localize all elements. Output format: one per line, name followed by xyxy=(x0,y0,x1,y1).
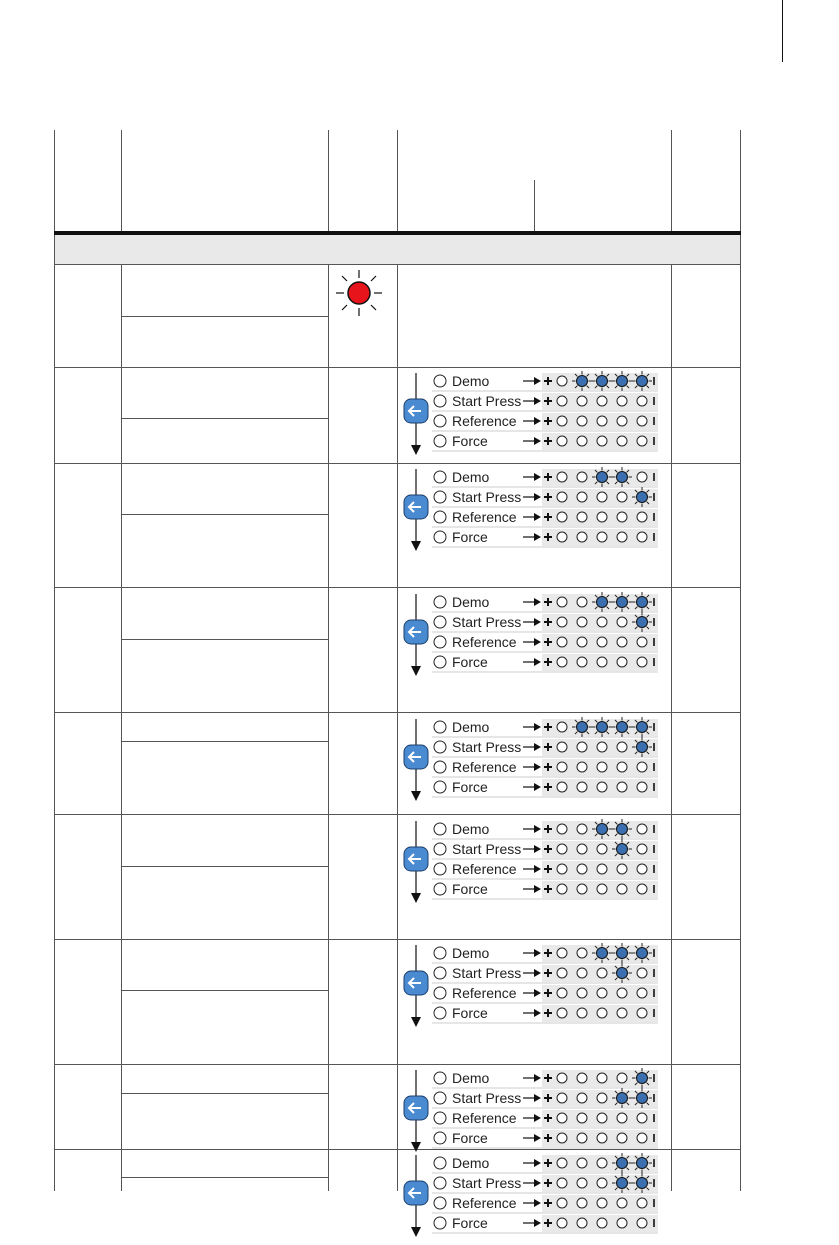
led-off-icon xyxy=(557,1113,567,1123)
led-off-icon xyxy=(637,762,647,772)
led-off-icon xyxy=(557,637,567,647)
led-row xyxy=(432,654,658,672)
flashing-blue-led-icon xyxy=(612,467,632,487)
led-off-icon xyxy=(577,864,587,874)
led-status-panel xyxy=(400,592,662,684)
led-row xyxy=(432,433,658,451)
led-off-icon xyxy=(637,1198,647,1208)
led-row-label: Force xyxy=(452,881,488,897)
description-separator xyxy=(121,1177,329,1178)
led-row xyxy=(432,1005,658,1023)
row-separator xyxy=(54,814,741,815)
led-off-icon xyxy=(637,1113,647,1123)
flashing-blue-led-icon xyxy=(612,839,632,859)
flashing-blue-led-icon xyxy=(632,612,652,632)
flashing-blue-led-icon xyxy=(612,717,632,737)
led-row-label: Force xyxy=(452,654,488,670)
led-off-icon xyxy=(597,762,607,772)
led-off-icon xyxy=(597,512,607,522)
led-row xyxy=(432,487,658,507)
flashing-blue-led-icon xyxy=(612,1088,632,1108)
flashing-blue-led-icon xyxy=(632,1068,652,1088)
flashing-blue-led-icon xyxy=(592,717,612,737)
led-status-panel xyxy=(400,1153,662,1245)
led-row-label: Reference xyxy=(452,985,517,1001)
led-row-label: Demo xyxy=(452,594,490,610)
led-off-icon xyxy=(617,617,627,627)
led-row-label: Reference xyxy=(452,861,517,877)
led-row-label: Start Press xyxy=(452,489,522,505)
led-row-label: Force xyxy=(452,433,488,449)
led-off-icon xyxy=(617,416,627,426)
led-row-label: Demo xyxy=(452,1155,490,1171)
section-band xyxy=(55,235,740,264)
led-off-icon xyxy=(577,824,587,834)
led-status-panel xyxy=(400,717,662,809)
led-row xyxy=(432,413,658,431)
led-off-icon xyxy=(597,968,607,978)
led-off-icon xyxy=(577,1158,587,1168)
flashing-blue-led-icon xyxy=(612,371,632,391)
back-arrow-icon xyxy=(404,971,428,995)
led-row-label: Start Press xyxy=(452,614,522,630)
flashing-blue-led-icon xyxy=(572,371,592,391)
led-off-icon xyxy=(577,884,587,894)
led-off-icon xyxy=(637,512,647,522)
led-off-icon xyxy=(577,617,587,627)
led-off-icon xyxy=(637,436,647,446)
led-off-icon xyxy=(577,1178,587,1188)
led-row xyxy=(432,509,658,527)
led-status-panel xyxy=(400,467,662,559)
led-off-icon xyxy=(637,844,647,854)
led-off-icon xyxy=(617,1008,627,1018)
flashing-blue-led-icon xyxy=(592,943,612,963)
led-off-icon xyxy=(617,637,627,647)
led-off-icon xyxy=(617,988,627,998)
flashing-blue-led-icon xyxy=(632,737,652,757)
led-off-icon xyxy=(637,884,647,894)
led-off-icon xyxy=(597,864,607,874)
led-row-label: Start Press xyxy=(452,1090,522,1106)
led-off-icon xyxy=(597,1008,607,1018)
led-off-icon xyxy=(577,1008,587,1018)
led-off-icon xyxy=(577,396,587,406)
led-off-icon xyxy=(557,1178,567,1188)
description-separator xyxy=(121,741,329,742)
row-separator xyxy=(54,1064,741,1065)
flashing-blue-led-icon xyxy=(592,467,612,487)
led-row-label: Demo xyxy=(452,821,490,837)
flashing-blue-led-icon xyxy=(632,717,652,737)
led-off-icon xyxy=(617,492,627,502)
led-off-icon xyxy=(597,1073,607,1083)
led-off-icon xyxy=(617,532,627,542)
led-off-icon xyxy=(577,492,587,502)
led-status-panel xyxy=(400,819,662,911)
column-rule-1 xyxy=(121,130,122,1191)
led-row xyxy=(432,839,658,859)
flashing-blue-led-icon xyxy=(612,819,632,839)
column-rule-4 xyxy=(671,130,672,1191)
led-row-label: Reference xyxy=(452,413,517,429)
back-arrow-icon xyxy=(404,399,428,423)
column-rule-3 xyxy=(397,130,398,1191)
led-row-label: Start Press xyxy=(452,393,522,409)
flashing-blue-led-icon xyxy=(592,592,612,612)
led-off-icon xyxy=(557,1008,567,1018)
led-row xyxy=(432,371,658,391)
led-status-panel xyxy=(400,1068,662,1160)
led-off-icon xyxy=(577,1133,587,1143)
flashing-blue-led-icon xyxy=(572,717,592,737)
led-row-label: Start Press xyxy=(452,965,522,981)
led-row xyxy=(432,1215,658,1233)
crop-mark xyxy=(782,0,783,62)
led-off-icon xyxy=(557,512,567,522)
led-off-icon xyxy=(597,988,607,998)
row-separator xyxy=(54,587,741,588)
led-off-icon xyxy=(557,657,567,667)
description-separator xyxy=(121,639,329,640)
led-row xyxy=(432,592,658,612)
led-off-icon xyxy=(637,1008,647,1018)
led-off-icon xyxy=(617,436,627,446)
led-row xyxy=(432,1110,658,1128)
led-off-icon xyxy=(637,396,647,406)
flashing-blue-led-icon xyxy=(612,1173,632,1193)
flashing-blue-led-icon xyxy=(632,371,652,391)
led-row xyxy=(432,1195,658,1213)
description-separator xyxy=(121,866,329,867)
led-off-icon xyxy=(577,782,587,792)
led-off-icon xyxy=(557,844,567,854)
led-off-icon xyxy=(557,1198,567,1208)
led-row xyxy=(432,529,658,547)
led-off-icon xyxy=(597,492,607,502)
back-arrow-icon xyxy=(404,495,428,519)
led-row-label: Reference xyxy=(452,634,517,650)
led-row-label: Force xyxy=(452,529,488,545)
flashing-blue-led-icon xyxy=(632,592,652,612)
led-off-icon xyxy=(577,1073,587,1083)
led-row-label: Reference xyxy=(452,759,517,775)
flashing-red-led-icon xyxy=(334,268,384,318)
led-off-icon xyxy=(557,884,567,894)
led-off-icon xyxy=(597,1133,607,1143)
led-off-icon xyxy=(577,472,587,482)
led-off-icon xyxy=(597,1218,607,1228)
led-row-label: Reference xyxy=(452,1110,517,1126)
led-row xyxy=(432,393,658,411)
led-off-icon xyxy=(557,416,567,426)
description-separator xyxy=(121,316,329,317)
header-subcolumn-rule xyxy=(534,180,535,231)
led-off-icon xyxy=(557,532,567,542)
led-off-icon xyxy=(597,1178,607,1188)
led-row xyxy=(432,1130,658,1148)
status-led xyxy=(334,268,384,318)
table-border-left xyxy=(54,130,55,1191)
flashing-blue-led-icon xyxy=(612,963,632,983)
led-off-icon xyxy=(557,742,567,752)
led-row-label: Start Press xyxy=(452,739,522,755)
led-row xyxy=(432,1088,658,1108)
led-off-icon xyxy=(597,884,607,894)
led-off-icon xyxy=(597,1093,607,1103)
led-off-icon xyxy=(577,657,587,667)
flashing-blue-led-icon xyxy=(632,1173,652,1193)
led-row xyxy=(432,963,658,983)
led-off-icon xyxy=(597,782,607,792)
led-off-icon xyxy=(597,1158,607,1168)
led-row xyxy=(432,861,658,879)
led-off-icon xyxy=(597,416,607,426)
back-arrow-icon xyxy=(404,1096,428,1120)
led-off-icon xyxy=(557,1133,567,1143)
led-off-icon xyxy=(557,1158,567,1168)
led-row xyxy=(432,717,658,737)
led-row-label: Start Press xyxy=(452,841,522,857)
led-off-icon xyxy=(577,637,587,647)
led-off-icon xyxy=(637,472,647,482)
back-arrow-icon xyxy=(404,847,428,871)
led-off-icon xyxy=(617,1198,627,1208)
led-row-label: Force xyxy=(452,1215,488,1231)
led-off-icon xyxy=(577,1113,587,1123)
led-off-icon xyxy=(637,1218,647,1228)
led-off-icon xyxy=(577,988,587,998)
led-row xyxy=(432,1153,658,1173)
led-off-icon xyxy=(617,396,627,406)
led-off-icon xyxy=(597,436,607,446)
led-row xyxy=(432,819,658,839)
flashing-blue-led-icon xyxy=(612,943,632,963)
led-row xyxy=(432,985,658,1003)
led-off-icon xyxy=(597,657,607,667)
led-row xyxy=(432,612,658,632)
led-off-icon xyxy=(557,1218,567,1228)
led-row-label: Demo xyxy=(452,469,490,485)
column-rule-2 xyxy=(328,130,329,1191)
led-row xyxy=(432,779,658,797)
led-off-icon xyxy=(557,762,567,772)
led-off-icon xyxy=(597,396,607,406)
led-off-icon xyxy=(617,657,627,667)
flashing-blue-led-icon xyxy=(612,592,632,612)
led-off-icon xyxy=(617,1218,627,1228)
led-off-icon xyxy=(577,532,587,542)
led-off-icon xyxy=(557,472,567,482)
led-off-icon xyxy=(557,1093,567,1103)
flashing-blue-led-icon xyxy=(632,487,652,507)
led-off-icon xyxy=(577,968,587,978)
led-off-icon xyxy=(637,657,647,667)
led-status-panel xyxy=(400,943,662,1035)
led-off-icon xyxy=(597,1198,607,1208)
led-off-icon xyxy=(557,824,567,834)
led-off-icon xyxy=(597,844,607,854)
led-off-icon xyxy=(557,782,567,792)
led-off-icon xyxy=(577,436,587,446)
led-status-panel xyxy=(400,371,662,463)
description-separator xyxy=(121,990,329,991)
back-arrow-icon xyxy=(404,745,428,769)
flashing-blue-led-icon xyxy=(592,371,612,391)
led-off-icon xyxy=(557,948,567,958)
row-separator xyxy=(54,367,741,368)
led-off-icon xyxy=(577,1198,587,1208)
led-row-label: Reference xyxy=(452,1195,517,1211)
led-off-icon xyxy=(557,1073,567,1083)
led-row xyxy=(432,1068,658,1088)
row-separator xyxy=(54,264,741,265)
led-off-icon xyxy=(557,436,567,446)
led-off-icon xyxy=(617,1073,627,1083)
led-off-icon xyxy=(597,637,607,647)
led-row xyxy=(432,943,658,963)
led-off-icon xyxy=(637,864,647,874)
led-row xyxy=(432,881,658,899)
led-off-icon xyxy=(637,968,647,978)
led-row-label: Demo xyxy=(452,945,490,961)
led-off-icon xyxy=(617,742,627,752)
led-off-icon xyxy=(577,512,587,522)
led-off-icon xyxy=(557,988,567,998)
led-off-icon xyxy=(597,1113,607,1123)
led-row xyxy=(432,467,658,487)
led-off-icon xyxy=(557,722,567,732)
led-row-label: Force xyxy=(452,779,488,795)
flashing-blue-led-icon xyxy=(632,1088,652,1108)
led-row xyxy=(432,634,658,652)
row-separator xyxy=(54,463,741,464)
back-arrow-icon xyxy=(404,1181,428,1205)
led-off-icon xyxy=(637,1133,647,1143)
led-row-label: Demo xyxy=(452,719,490,735)
led-off-icon xyxy=(617,864,627,874)
led-off-icon xyxy=(637,782,647,792)
led-off-icon xyxy=(617,884,627,894)
led-off-icon xyxy=(577,1093,587,1103)
back-arrow-icon xyxy=(404,620,428,644)
led-off-icon xyxy=(557,376,567,386)
description-separator xyxy=(121,514,329,515)
led-row-label: Force xyxy=(452,1005,488,1021)
led-off-icon xyxy=(637,988,647,998)
led-off-icon xyxy=(577,742,587,752)
led-off-icon xyxy=(617,512,627,522)
led-off-icon xyxy=(557,396,567,406)
led-row-label: Demo xyxy=(452,373,490,389)
flashing-blue-led-icon xyxy=(632,943,652,963)
led-off-icon xyxy=(557,968,567,978)
led-row xyxy=(432,737,658,757)
led-off-icon xyxy=(557,597,567,607)
led-off-icon xyxy=(577,416,587,426)
led-off-icon xyxy=(557,617,567,627)
led-off-icon xyxy=(637,416,647,426)
led-off-icon xyxy=(577,844,587,854)
led-row-label: Start Press xyxy=(452,1175,522,1191)
led-off-icon xyxy=(577,1218,587,1228)
led-off-icon xyxy=(617,762,627,772)
led-off-icon xyxy=(617,782,627,792)
led-row-label: Force xyxy=(452,1130,488,1146)
led-off-icon xyxy=(597,532,607,542)
led-off-icon xyxy=(637,637,647,647)
led-row-label: Demo xyxy=(452,1070,490,1086)
led-off-icon xyxy=(617,1133,627,1143)
led-off-icon xyxy=(577,597,587,607)
led-off-icon xyxy=(617,1113,627,1123)
flashing-blue-led-icon xyxy=(632,1153,652,1173)
led-row-label: Reference xyxy=(452,509,517,525)
led-off-icon xyxy=(637,824,647,834)
led-row xyxy=(432,1173,658,1193)
flashing-blue-led-icon xyxy=(612,1153,632,1173)
table-border-right xyxy=(740,130,741,1191)
led-off-icon xyxy=(597,742,607,752)
description-separator xyxy=(121,1093,329,1094)
description-separator xyxy=(121,418,329,419)
led-row xyxy=(432,759,658,777)
flashing-blue-led-icon xyxy=(592,819,612,839)
led-off-icon xyxy=(597,617,607,627)
row-separator xyxy=(54,939,741,940)
led-off-icon xyxy=(557,864,567,874)
led-off-icon xyxy=(577,762,587,772)
led-off-icon xyxy=(557,492,567,502)
led-off-icon xyxy=(637,532,647,542)
row-separator xyxy=(54,712,741,713)
led-off-icon xyxy=(577,948,587,958)
